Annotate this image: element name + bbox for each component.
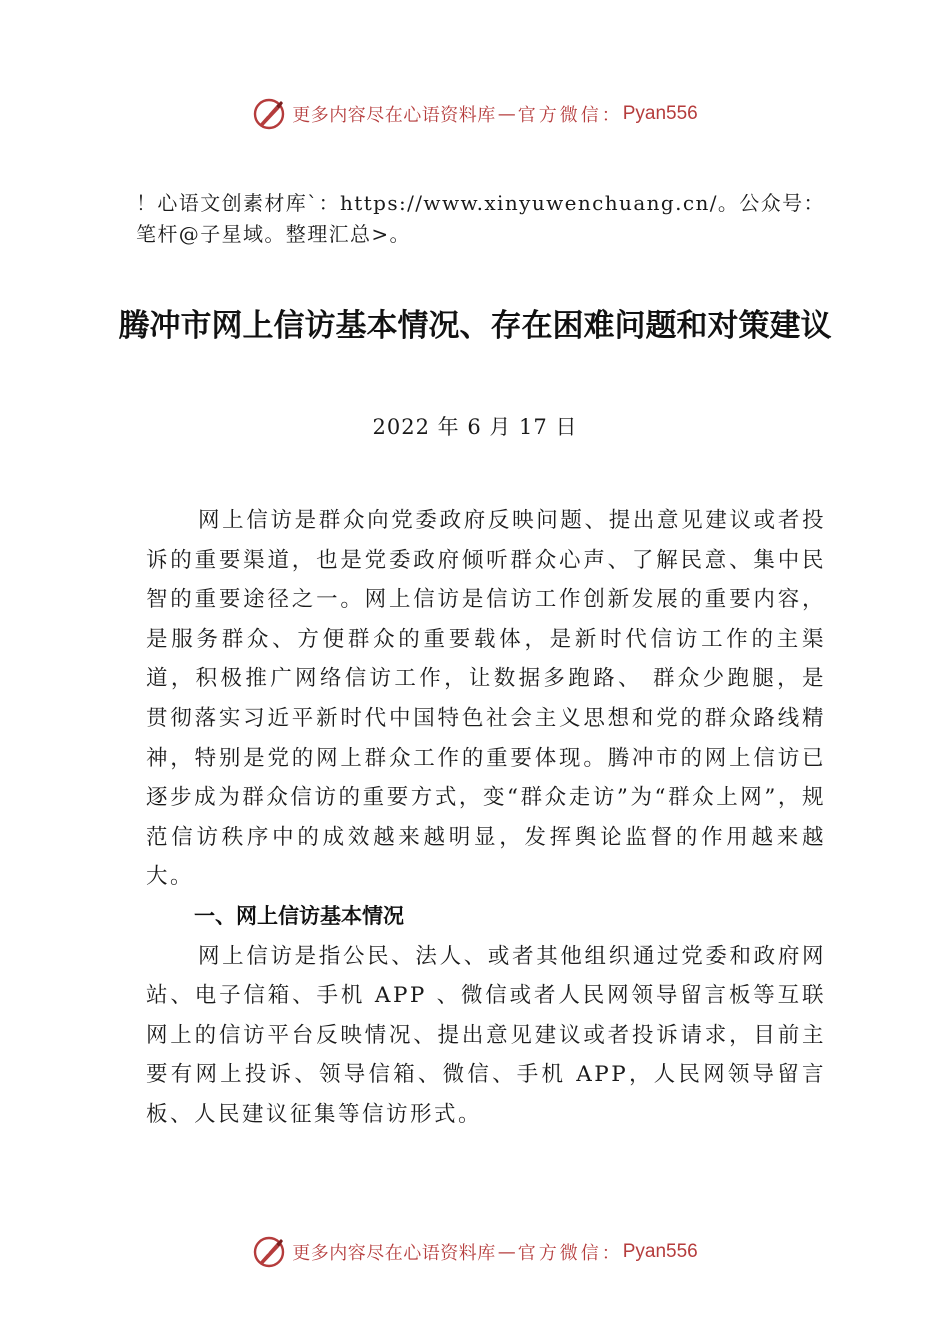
page-title: 腾冲市网上信访基本情况、存在困难问题和对策建议 xyxy=(118,308,832,344)
section-paragraph: 网上信访是指公民、法人、或者其他组织通过党委和政府网站、电子信箱、手机 APP 、微信或者人民网领导留言板等互联网上的信访平台反映情况、提出意见建议或者投诉请求，目前主要有网上投诉、领导信箱、微信、手机 APP，人民网领导留言板、人民建议征集等信访形式。 xyxy=(146,943,826,1127)
source-note: ！心语文创素材库`：https://www.xinyuwenchuang.cn/。公众号：笔杆@子星域。整理汇总>。 xyxy=(136,191,825,246)
banner-wechat-label: 官方微信： xyxy=(517,105,623,126)
document-date: 2022 年 6 月 17 日 xyxy=(372,415,578,439)
section-heading: 一、网上信访基本情况 xyxy=(194,903,404,928)
header-banner xyxy=(0,94,950,134)
quill-logo-icon xyxy=(252,97,286,131)
banner-separator: — xyxy=(497,103,516,125)
banner-wechat-id: Pyan556 xyxy=(622,103,698,124)
banner-wechat-label: 官方微信： xyxy=(517,1243,623,1264)
banner-text: 更多内容尽在心语资料库 xyxy=(292,1243,496,1264)
quill-logo-icon xyxy=(252,1235,286,1269)
banner-text: 更多内容尽在心语资料库 xyxy=(292,105,496,126)
document-body xyxy=(146,501,826,1135)
footer-banner xyxy=(0,1232,950,1272)
intro-paragraph: 网上信访是群众向党委政府反映问题、提出意见建议或者投诉的重要渠道，也是党委政府倾听群众心声、了解民意、集中民智的重要途径之一。网上信访是信访工作创新发展的重要内容，是服务群众、方便群众的重要载体，是新时代信访工作的主渠道，积极推广网络信访工作，让数据多跑路、 群众少跑腿，是贯彻落实习近平新时代中国特色社会主义思想和党的群众路线精神，特别是党的网上群众工作的重要体现。腾冲市的网上信访已逐步成为群众信访的重要方式，变“群众走访”为“群众上网”，规范信访秩序中的成效越来越明显，发挥舆论监督的作用越来越大。 xyxy=(146,508,826,890)
banner-separator: — xyxy=(497,1241,516,1263)
banner-wechat-id: Pyan556 xyxy=(622,1241,698,1262)
